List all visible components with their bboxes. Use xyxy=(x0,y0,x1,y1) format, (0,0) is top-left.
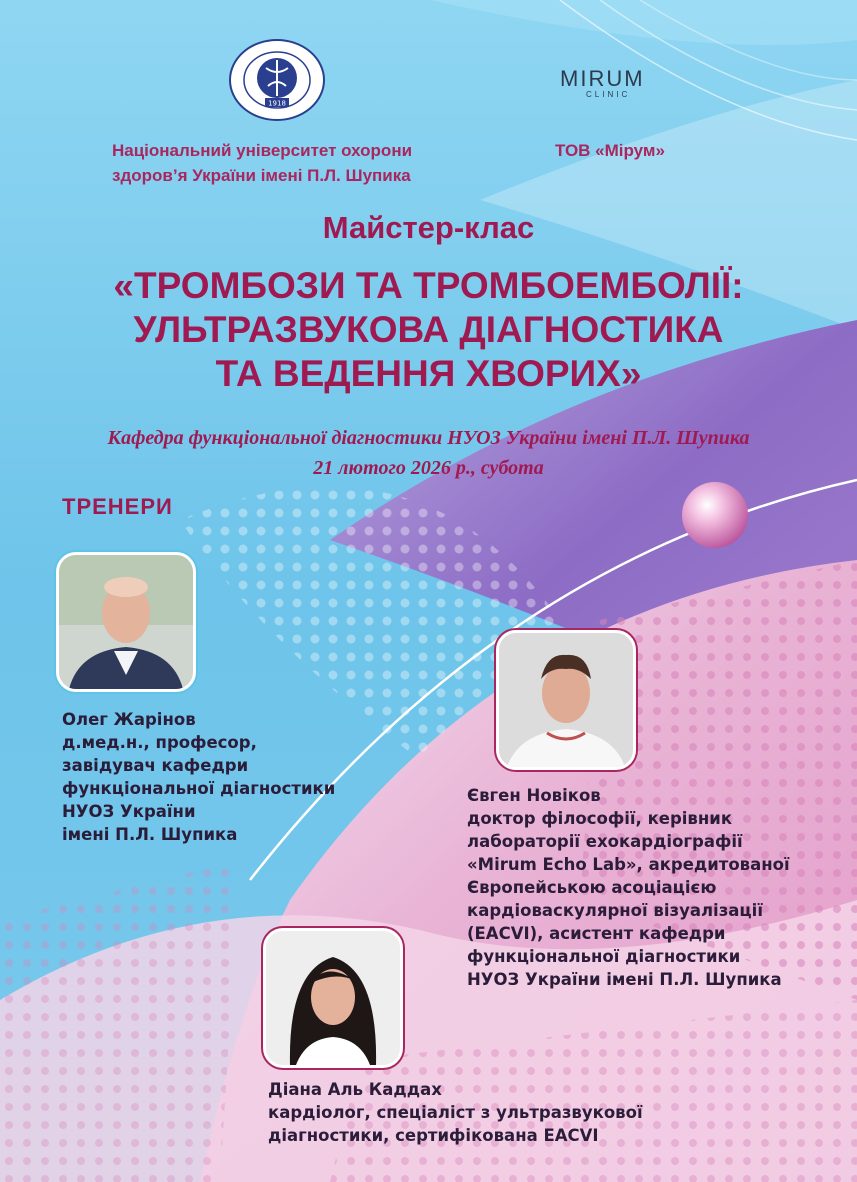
trainer-2-line: лабораторії ехокардіографії xyxy=(467,832,743,851)
trainer-2-line: Європейською асоціацією xyxy=(467,878,717,897)
trainer-3-line: кардіолог, спеціаліст з ультразвукової xyxy=(268,1103,643,1122)
portrait-man-icon xyxy=(59,555,193,689)
trainer-2-line: доктор філософії, керівник xyxy=(467,809,733,828)
trainer-1-info xyxy=(62,708,335,846)
trainer-2-photo xyxy=(496,630,636,770)
event-date: 21 лютого 2026 р., субота xyxy=(313,457,544,479)
trainer-2-name: Євген Новіков xyxy=(467,786,601,805)
trainer-2-line: кардіоваскулярної візуалізації xyxy=(467,901,763,920)
mirum-logo-name: MIRUM xyxy=(560,66,645,91)
department-and-date xyxy=(0,423,857,483)
trainer-1-line: НУОЗ України xyxy=(62,802,196,821)
trainer-3-line: діагностики, сертифікована EACVI xyxy=(268,1126,599,1145)
trainer-3-photo xyxy=(263,928,403,1068)
event-title xyxy=(0,264,857,396)
trainer-1-line: імені П.Л. Шупика xyxy=(62,825,238,844)
university-seal-logo xyxy=(228,38,326,122)
event-title-line1: «ТРОМБОЗИ ТА ТРОМБОЕМБОЛІЇ: xyxy=(113,265,744,306)
portrait-man-icon xyxy=(499,633,633,767)
university-name xyxy=(112,138,412,188)
trainer-1-photo xyxy=(56,552,196,692)
event-title-line2: УЛЬТРАЗВУКОВА ДІАГНОСТИКА xyxy=(133,309,724,350)
university-name-line1: Національний університет охорони xyxy=(112,141,413,160)
trainer-2-info xyxy=(467,784,790,991)
university-name-line2: здоров’я України імені П.Л. Шупика xyxy=(112,166,411,185)
trainer-2-line: НУОЗ України імені П.Л. Шупика xyxy=(467,970,782,989)
trainer-1-line: д.мед.н., професор, xyxy=(62,733,257,752)
company-name: ТОВ «Мірум» xyxy=(555,141,665,160)
decorative-sphere xyxy=(682,482,748,548)
mirum-logo-sub: CLINIC xyxy=(586,90,631,99)
trainer-2-line: функціональної діагностики xyxy=(467,947,741,966)
trainer-2-line: «Mirum Echo Lab», акредитованої xyxy=(467,855,790,874)
department-name: Кафедра функціональної діагностики НУОЗ України імені П.Л. Шупика xyxy=(107,427,750,449)
event-title-line3: ТА ВЕДЕННЯ ХВОРИХ» xyxy=(215,353,642,394)
event-type: Майстер-клас xyxy=(322,210,535,245)
trainer-3-name: Діана Аль Каддах xyxy=(268,1080,442,1099)
trainer-3-info xyxy=(268,1078,643,1147)
trainers-heading: ТРЕНЕРИ xyxy=(62,494,173,519)
trainer-2-line: (EACVI), асистент кафедри xyxy=(467,924,726,943)
portrait-woman-icon xyxy=(266,931,400,1065)
trainer-1-line: завідувач кафедри xyxy=(62,756,249,775)
mirum-clinic-logo xyxy=(560,66,670,99)
svg-text:1918: 1918 xyxy=(268,99,286,108)
trainer-1-line: функціональної діагностики xyxy=(62,779,336,798)
trainer-1-name: Олег Жарінов xyxy=(62,710,196,729)
